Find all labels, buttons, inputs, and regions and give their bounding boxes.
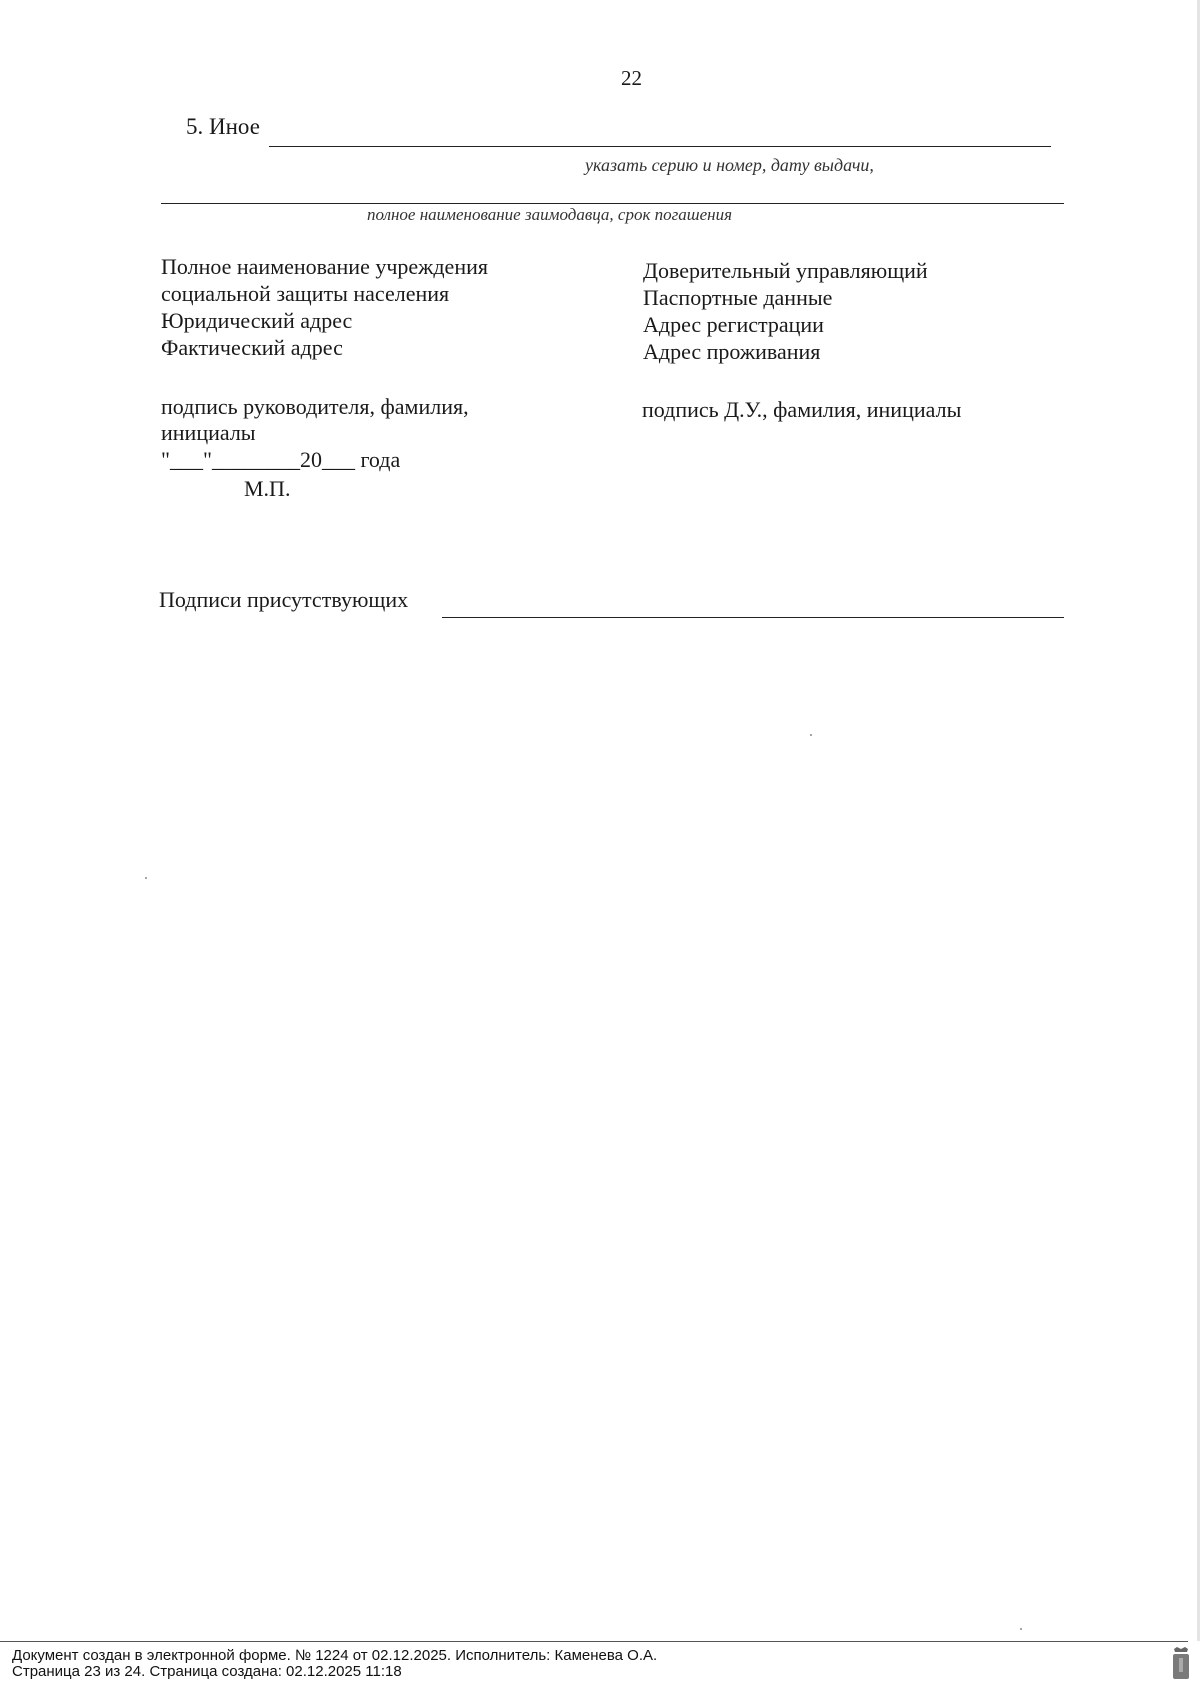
scan-speck [145,877,147,879]
coat-of-arms-icon [1170,1646,1192,1680]
stamp-place: М.П. [244,476,291,501]
footer-line-1: Документ создан в электронной форме. № 1224 от 02.12.2025. Исполнитель: Каменева О.А. [12,1647,658,1664]
trustee-signature: подпись Д.У., фамилия, инициалы [642,397,962,422]
item5-hint-serial: указать серию и номер, дату выдачи, [585,155,874,175]
item5-hint-lender: полное наименование заимодавца, срок погашения [367,205,733,224]
trustee-block [643,257,928,365]
head-signature-line: подпись руководителя, фамилия, [161,394,469,419]
scan-speck [1020,1628,1022,1630]
footer-line-2: Страница 23 из 24. Страница создана: 02.12.2025 11:18 [12,1663,402,1680]
item5-fill-line [269,146,1051,147]
trustee-line: Адрес регистрации [643,312,824,337]
date-line: "___"________20___ года [161,447,401,472]
head-signature [161,394,469,446]
present-signatures-label: Подписи присутствующих [159,587,409,612]
trustee-line: Доверительный управляющий [643,258,928,283]
trustee-line: Паспортные данные [643,285,833,310]
item5-label: 5. Иное [186,114,260,139]
item5-second-line [161,203,1064,204]
footer-divider [0,1641,1188,1642]
institution-line: Юридический адрес [161,308,353,333]
page-number: 22 [621,66,642,90]
institution-line: социальной защиты населения [161,281,450,306]
trustee-line: Адрес проживания [643,339,821,364]
scan-speck [810,734,812,736]
head-signature-line: инициалы [161,420,256,445]
institution-block [161,253,488,361]
present-signatures-line [442,617,1064,618]
institution-line: Полное наименование учреждения [161,254,488,279]
institution-line: Фактический адрес [161,335,343,360]
